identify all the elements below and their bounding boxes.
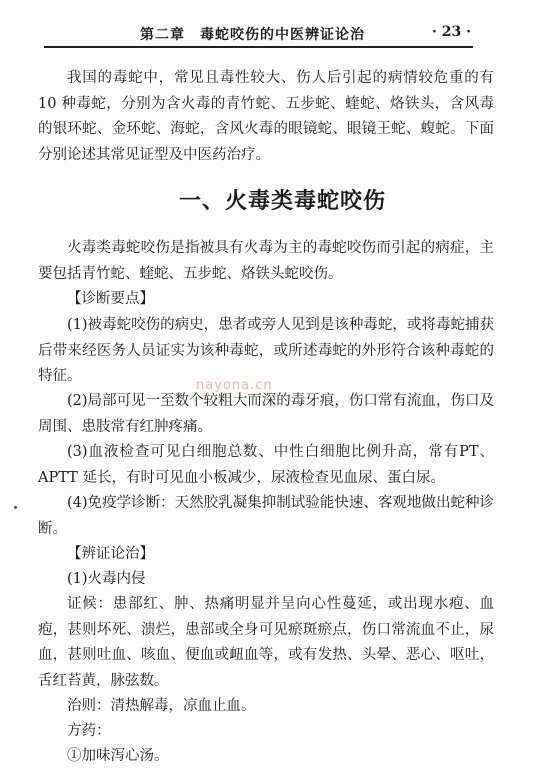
diagnosis-label: 【诊断要点】	[67, 291, 154, 307]
intro-paragraph: 我国的毒蛇中，常见且毒性较大、伤人后引起的病情较危重的有 10 种毒蛇，分别为含火毒的青竹蛇、五步蛇、蝰蛇、烙铁头，含风毒的银环蛇、金环蛇、海蛇，含风火毒的眼镜蛇、眼镜王蛇、蝮蛇。下面分别论述其常见证型及中医药治疗。	[38, 70, 494, 163]
site-watermark: nayona.cn	[196, 378, 273, 393]
treatment-principle: 治则：清热解毒，凉血止血。	[67, 698, 256, 714]
diagnosis-item-3: (3)血液检查可见白细胞总数、中性白细胞比例升高，常有PT、APTT 延长，有时可见血小板减少，尿液检查见血尿、蛋白尿。	[38, 444, 494, 486]
prescription-label: 方药：	[67, 723, 111, 739]
diagnosis-item-2: (2)局部可见一至数个较粗大而深的毒牙痕，伤口常有流血，伤口及周围、患肢常有红肿疼痛。	[38, 393, 494, 435]
prescription-item: ①加味泻心汤。	[67, 748, 169, 764]
page-number: · 23 ·	[432, 24, 471, 40]
section-intro-paragraph: 火毒类毒蛇咬伤是指被具有火毒为主的毒蛇咬伤而引起的病症，主要包括青竹蛇、蝰蛇、五步蛇、烙铁头蛇咬伤。	[38, 240, 494, 282]
diagnosis-item-1: (1)被毒蛇咬伤的病史，患者或旁人见到是该种毒蛇，或将毒蛇捕获后带来经医务人员证实为该种毒蛇，或所述毒蛇的外形符合该种毒蛇的特征。	[38, 317, 494, 384]
running-header	[44, 20, 473, 48]
treatment-symptoms: 证候：患部红、肿、热痛明显并呈向心性蔓延，或出现水疱、血疱，甚则坏死、溃烂，患部或全身可见瘀斑瘀点，伤口常流血不止，尿血，甚则吐血、咳血、便血或衄血等，或有发热、头晕、恶心、呕吐，舌红苔黄，脉弦数。	[38, 596, 494, 689]
treatment-label: 【辨证论治】	[67, 546, 154, 562]
diagnosis-item-4: (4)免疫学诊断：天然胶乳凝集抑制试验能快速、客观地做出蛇种诊断。	[38, 495, 494, 537]
chapter-title: 第二章 毒蛇咬伤的中医辨证论治	[140, 27, 365, 43]
treatment-subtype: (1)火毒内侵	[67, 571, 146, 587]
scan-speck	[14, 506, 17, 509]
section-heading: 一、火毒类毒蛇咬伤	[178, 189, 386, 214]
